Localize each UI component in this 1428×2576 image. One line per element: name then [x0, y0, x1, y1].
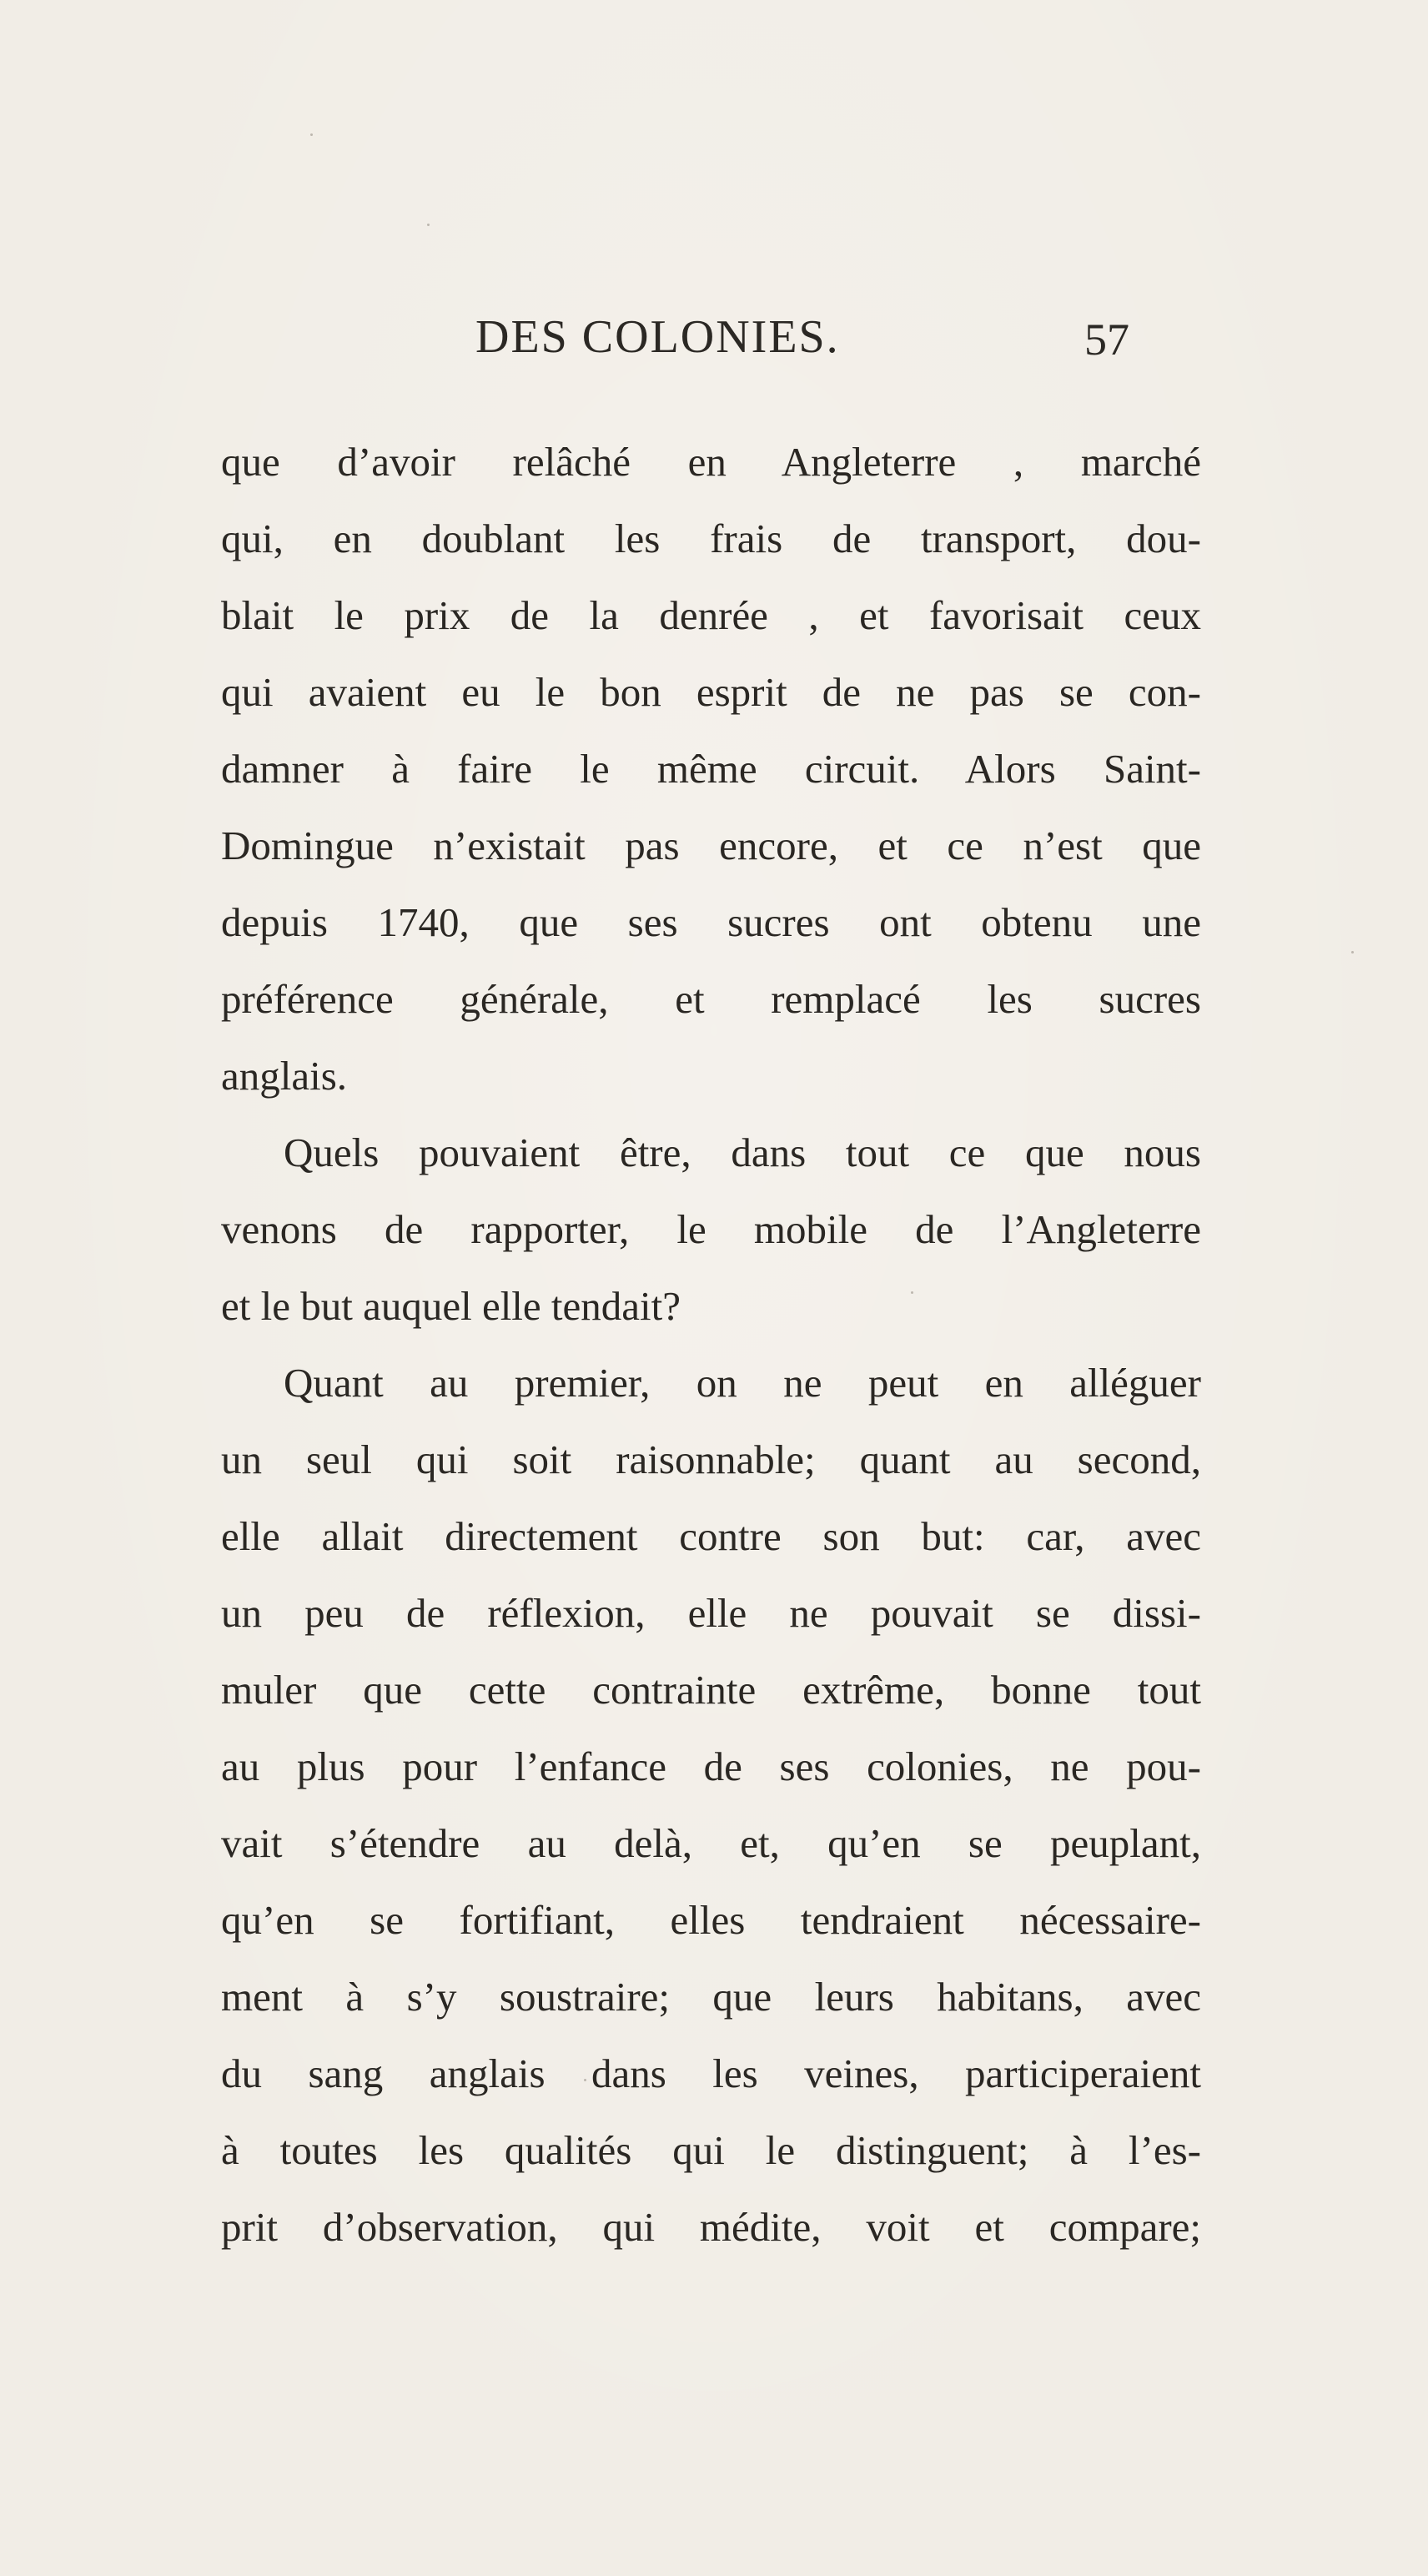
text-line: Quels pouvaient être, dans tout ce que nous	[284, 1130, 1201, 1175]
text-line: damner à faire le même circuit. Alors Saint-	[221, 746, 1201, 792]
paper-speck	[584, 2079, 586, 2081]
running-title: DES COLONIES.	[475, 311, 840, 363]
text-line: un peu de réflexion, elle ne pouvait se dissi-	[221, 1590, 1201, 1636]
text-line: qui avaient eu le bon esprit de ne pas se con-	[221, 669, 1201, 715]
text-line: muler que cette contrainte extrême, bonne tout	[221, 1667, 1201, 1713]
text-line: du sang anglais dans les veines, participeraient	[221, 2050, 1201, 2096]
text-line: préférence générale, et remplacé les sucres	[221, 976, 1201, 1022]
paper-speck	[1351, 951, 1354, 953]
text-line: au plus pour l’enfance de ses colonies, ne pou-	[221, 1743, 1201, 1789]
text-line: et le but auquel elle tendait?	[221, 1283, 681, 1329]
body-text	[221, 424, 1201, 2266]
text-line: vait s’étendre au delà, et, qu’en se peuplant,	[221, 1820, 1201, 1866]
text-line: venons de rapporter, le mobile de l’Angleterre	[221, 1206, 1201, 1252]
text-line: ment à s’y soustraire; que leurs habitans, avec	[221, 1974, 1201, 2020]
paper-speck	[310, 133, 313, 136]
text-line: Domingue n’existait pas encore, et ce n’est que	[221, 823, 1201, 868]
paper-speck	[911, 1291, 913, 1294]
text-line: prit d’observation, qui médite, voit et compare;	[221, 2204, 1201, 2250]
text-line: elle allait directement contre son but: car, avec	[221, 1513, 1201, 1559]
page-number: 57	[1084, 314, 1129, 365]
text-line: depuis 1740, que ses sucres ont obtenu une	[221, 899, 1201, 945]
text-line: anglais.	[221, 1053, 348, 1099]
running-head	[0, 310, 1428, 369]
paper-speck	[427, 224, 430, 226]
text-line: qu’en se fortifiant, elles tendraient nécessaire-	[221, 1897, 1201, 1943]
text-line: blait le prix de la denrée , et favorisait ceux	[221, 592, 1201, 638]
text-line: que d’avoir relâché en Angleterre , marché	[221, 439, 1201, 485]
text-line: un seul qui soit raisonnable; quant au second,	[221, 1436, 1201, 1482]
text-line: Quant au premier, on ne peut en alléguer	[284, 1360, 1201, 1406]
text-line: à toutes les qualités qui le distinguent; à l’es-	[221, 2127, 1201, 2173]
text-line: qui, en doublant les frais de transport, dou-	[221, 516, 1201, 561]
